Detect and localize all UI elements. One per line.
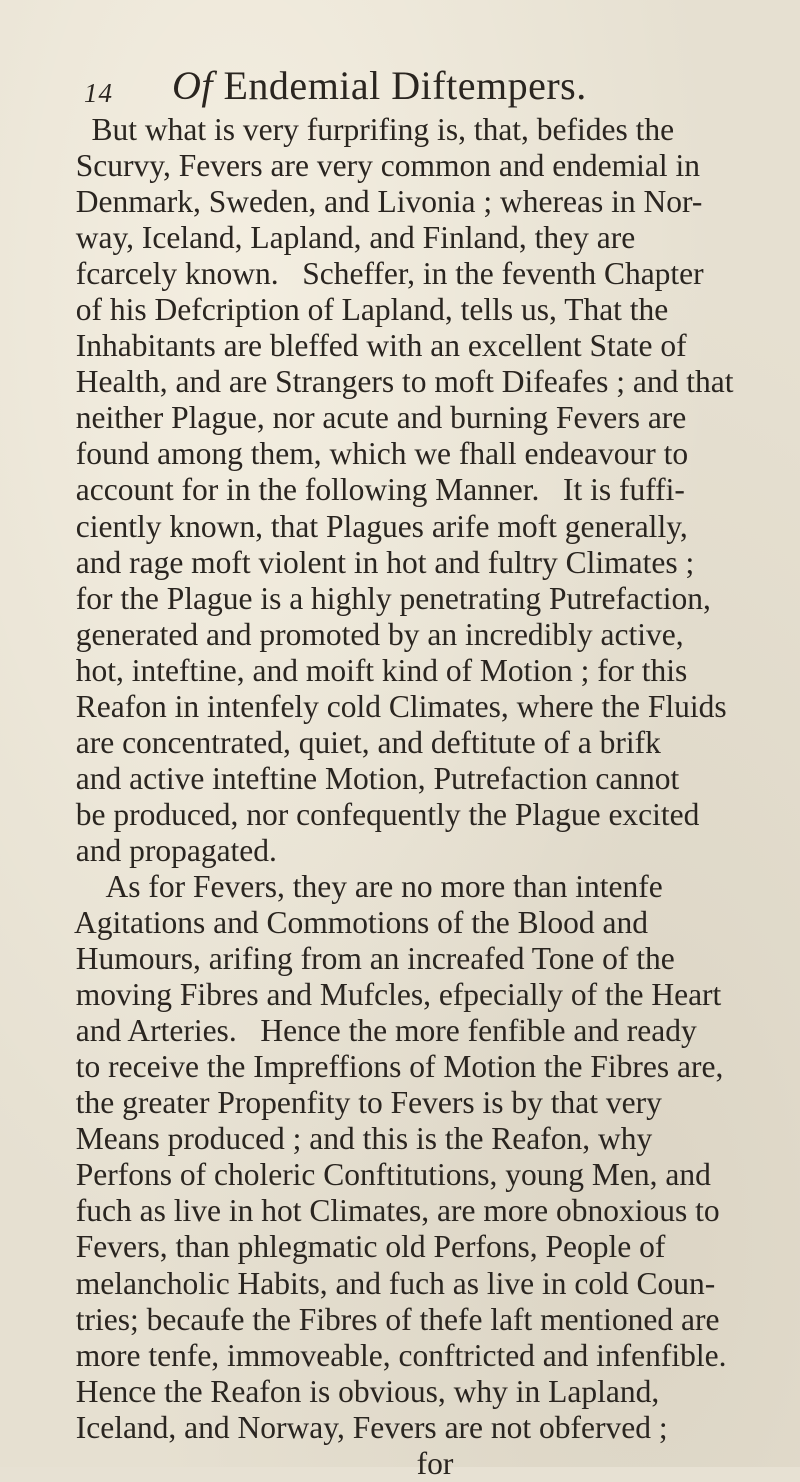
text-line: and active inteftine Motion, Putrefaction cannot — [60, 760, 680, 796]
text-line: fcarcely known. Scheffer, in the feventh Chapter — [60, 256, 704, 292]
text-line: Denmark, Sweden, and Livonia ; whereas in Nor- — [60, 184, 703, 220]
text-line: Means produced ; and this is the Reafon, why — [60, 1121, 653, 1157]
body-text — [60, 112, 780, 1482]
text-line: the greater Propenfity to Fevers is by that very — [60, 1085, 662, 1121]
page-number: 14 — [84, 78, 113, 108]
text-line: more tenfe, immoveable, conftricted and infenfible. — [60, 1337, 727, 1373]
text-line: Iceland, and Norway, Fevers are not obferved ; — [60, 1409, 668, 1445]
text-line: Perfons of choleric Conftitutions, young Men, and — [60, 1157, 711, 1193]
text-line: Inhabitants are bleffed with an excellent State of — [60, 328, 687, 364]
running-title-main: Endemial Diftempers. — [223, 63, 587, 108]
text-line: fuch as live in hot Climates, are more obnoxious to — [60, 1193, 720, 1229]
text-line: As for Fevers, they are no more than intenfe — [60, 868, 663, 904]
text-line: Hence the Reafon is obvious, why in Lapland, — [60, 1373, 660, 1409]
text-line: tries; becaufe the Fibres of thefe laft mentioned are — [60, 1301, 720, 1337]
text-line: of his Defcription of Lapland, tells us, That the — [60, 292, 669, 328]
text-line: Scurvy, Fevers are very common and endemial in — [60, 148, 701, 184]
text-line: moving Fibres and Mufcles, efpecially of the Heart — [60, 977, 722, 1013]
text-line: melancholic Habits, and fuch as live in cold Coun- — [60, 1265, 716, 1301]
text-line: Reafon in intenfely cold Climates, where the Fluids — [60, 688, 727, 724]
text-line: and propagated. — [60, 832, 277, 868]
text-line: generated and promoted by an incredibly active, — [60, 616, 684, 652]
text-line: But what is very furprifing is, that, befides the — [60, 112, 675, 147]
text-line: way, Iceland, Lapland, and Finland, they are — [60, 220, 636, 256]
text-line: account for in the following Manner. It is fuffi- — [60, 472, 685, 508]
text-line: to receive the Impreffions of Motion the Fibres are, — [60, 1049, 724, 1085]
text-line: and Arteries. Hence the more fenfible and ready — [60, 1013, 697, 1049]
text-line: be produced, nor confequently the Plague excited — [60, 796, 700, 832]
text-line: hot, inteftine, and moift kind of Motion ; for this — [60, 652, 688, 688]
running-title-prefix: Of — [172, 63, 213, 108]
text-line: found among them, which we fhall endeavour to — [60, 436, 689, 472]
text-line: and rage moft violent in hot and fultry Climates ; — [60, 544, 695, 580]
text-line: Humours, arifing from an increafed Tone of the — [60, 941, 675, 977]
text-line: for the Plague is a highly penetrating Putrefaction, — [60, 580, 711, 616]
catchword: for — [416, 1445, 454, 1481]
text-line: neither Plague, nor acute and burning Fevers are — [60, 400, 687, 436]
text-line: are concentrated, quiet, and deftitute of a brifk — [60, 724, 661, 760]
running-title — [172, 62, 587, 109]
text-line: Agitations and Commotions of the Blood and — [60, 905, 648, 941]
page-header — [84, 52, 784, 112]
text-line: ciently known, that Plagues arife moft generally, — [60, 508, 688, 544]
text-line: Health, and are Strangers to moft Difeafes ; and that — [60, 364, 734, 400]
text-line: Fevers, than phlegmatic old Perfons, People of — [60, 1229, 666, 1265]
